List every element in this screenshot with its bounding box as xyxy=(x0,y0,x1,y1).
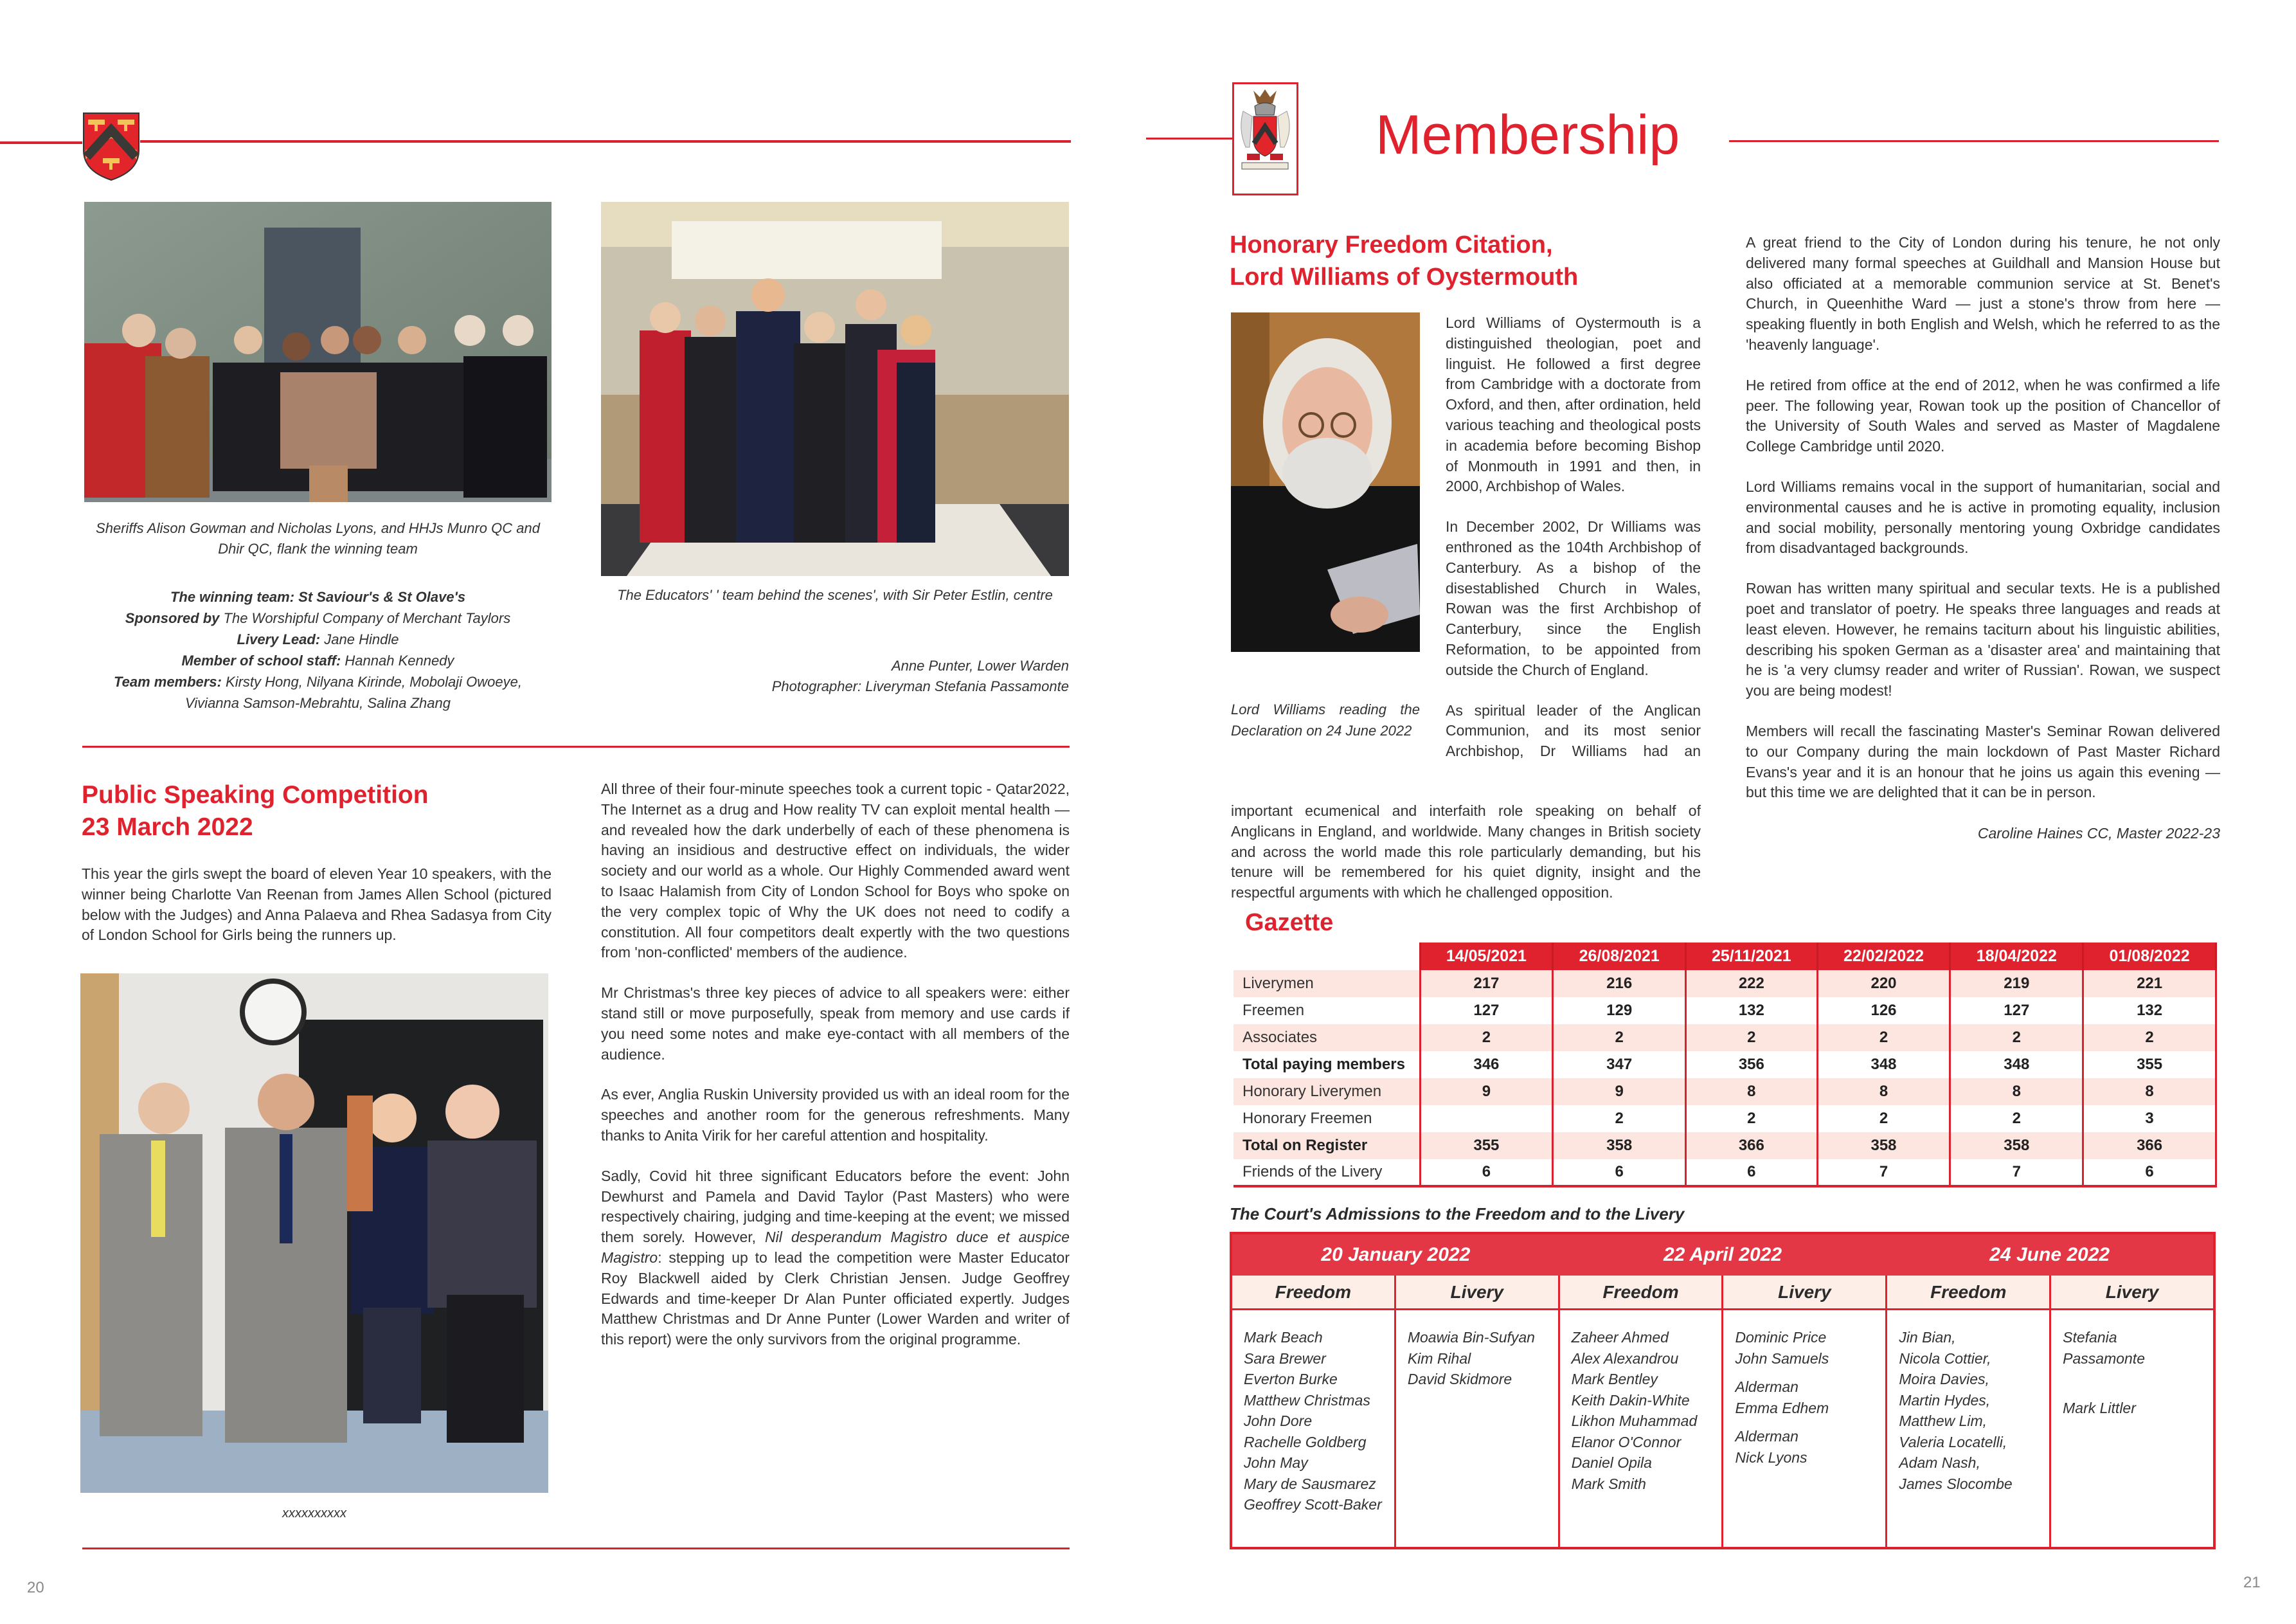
admission-name: Keith Dakin-White xyxy=(1571,1391,1690,1409)
gazette-row-label: Liverymen xyxy=(1233,970,1420,997)
header-rule-left-long xyxy=(140,140,1071,143)
gazette-cell: 358 xyxy=(1553,1132,1686,1159)
article-title-line1: Public Speaking Competition xyxy=(82,781,429,809)
gazette-column-header: 18/04/2022 xyxy=(1950,943,2083,970)
last-paragraph-part-a: Sadly, Covid hit three significant Educators before the event: John Dewhurst and Pamela and David Taylor (Past Masters) who were respectively chairing, judging and time-keeping at the event; we missed them sorely. However, xyxy=(601,1167,1070,1246)
gazette-row xyxy=(1233,997,2216,1024)
gazette-row xyxy=(1233,1132,2216,1159)
admissions-title: The Court's Admissions to the Freedom and to the Livery xyxy=(1230,1204,1685,1223)
gazette-row-label: Friends of the Livery xyxy=(1233,1159,1420,1186)
gazette-cell: 9 xyxy=(1420,1078,1553,1105)
article-paragraph: All three of their four-minute speeches took a current topic - Qatar2022, The Internet as a drug and How reality TV can exploit mental health — and revealed how the dark underbelly of each of these phenomena is having an insidious and destructive effect on individuals, the wider society and our world as a whole. Our Highly Commended award went to Isaac Halamish from City of London School for Boys who spoke on the very complex topic of Why the UK does not need to codify a constitution. All four competitors dealt expertly with the two questions from 'non-conflicted' members of the audience. xyxy=(601,780,1070,961)
header-rule-left xyxy=(0,141,82,144)
lord-williams-photo-image xyxy=(1231,312,1420,652)
winning-team-photo xyxy=(84,202,552,502)
admission-name: Jin Bian, xyxy=(1899,1329,1956,1346)
section-divider-left xyxy=(82,746,1070,748)
gazette-cell: 127 xyxy=(1950,997,2083,1024)
gazette-cell: 358 xyxy=(1817,1132,1950,1159)
educators-photo-image xyxy=(601,202,1069,576)
admission-column xyxy=(1560,1310,1724,1547)
article-paragraph-last xyxy=(601,1166,1070,1350)
admission-name: Adam Nash, xyxy=(1899,1454,1980,1471)
photographer-credit: Photographer: Liveryman Stefania Passamonte xyxy=(771,678,1069,694)
gazette-cell: 6 xyxy=(1686,1159,1818,1186)
article-paragraph: Mr Christmas's three key pieces of advice to all speakers were: either stand still or move purposefully, speak from memory and use cards if you need some notes and make eye-contact with all members of the audience. xyxy=(601,984,1070,1063)
gazette-column-header: 01/08/2022 xyxy=(2083,943,2216,970)
citation-paragraph-3-head: As spiritual leader of the Anglican Communion, and its most senior Archbishop, Dr Williams had an xyxy=(1446,701,1701,760)
admission-column xyxy=(1396,1310,1560,1547)
admission-name: Mary de Sausmarez xyxy=(1244,1475,1376,1492)
gazette-cell: 129 xyxy=(1553,997,1686,1024)
sponsored-value: The Worshipful Company of Merchant Taylors xyxy=(219,610,511,626)
admission-name: Elanor O'Connor xyxy=(1571,1433,1682,1450)
winner-with-judges-photo xyxy=(80,973,548,1493)
admission-name: Zaheer Ahmed xyxy=(1571,1329,1669,1346)
admission-name: Daniel Opila xyxy=(1571,1454,1652,1471)
admission-subheader: Freedom xyxy=(1232,1276,1396,1308)
winning-team-photo-image xyxy=(84,202,552,502)
livery-lead-line xyxy=(84,629,552,650)
admission-name: Martin Hydes, xyxy=(1899,1391,1991,1409)
company-crest xyxy=(1232,82,1298,195)
admission-group-gap xyxy=(2063,1369,2203,1376)
gazette-cell: 132 xyxy=(2083,997,2216,1024)
winning-team-caption: Sheriffs Alison Gowman and Nicholas Lyons, and HHJs Munro QC and Dhir QC, flank the winning team xyxy=(96,520,540,557)
admission-name: Alderman xyxy=(1735,1428,1798,1445)
admission-name: Matthew Lim, xyxy=(1899,1412,1987,1429)
gazette-cell: 6 xyxy=(1420,1159,1553,1186)
admission-name: Stefania xyxy=(2063,1329,2117,1346)
gazette-row-label: Honorary Liverymen xyxy=(1233,1078,1420,1105)
admission-name: Nicola Cottier, xyxy=(1899,1349,1991,1367)
admission-date: 24 June 2022 xyxy=(1989,1244,2110,1265)
gazette-row-label: Associates xyxy=(1233,1024,1420,1051)
gazette-title: Gazette xyxy=(1245,909,1334,936)
admissions-body xyxy=(1232,1310,2213,1547)
staff-label: Member of school staff: xyxy=(181,653,341,669)
gazette-header-blank xyxy=(1233,943,1420,970)
admission-column xyxy=(2051,1310,2213,1547)
gazette-column-header: 26/08/2021 xyxy=(1553,943,1686,970)
admission-name xyxy=(2063,1376,2203,1398)
gazette-cell: 6 xyxy=(1553,1159,1686,1186)
admission-name: Moira Davies, xyxy=(1899,1371,1989,1387)
page-number-right: 21 xyxy=(2243,1574,2261,1591)
last-paragraph-part-b: : stepping up to lead the competition were Master Educator Roy Blackwell aided by Clerk Christian Jensen. Judge Geoffrey Edwards and time-keeper Dr Alan Punter officiated expertly. Judges Matthew Christmas and Dr Anne Punter (Lower Warden and writer of this report) were the only survivors from the original programme. xyxy=(601,1249,1070,1348)
citation-title-line2: Lord Williams of Oystermouth xyxy=(1230,264,1579,291)
gazette-cell: 2 xyxy=(1553,1105,1686,1132)
gazette-cell: 8 xyxy=(1686,1078,1818,1105)
admission-name: Emma Edhem xyxy=(1735,1399,1829,1416)
staff-line xyxy=(84,650,552,671)
gazette-row xyxy=(1233,1078,2216,1105)
livery-lead-value: Jane Hindle xyxy=(320,631,399,647)
admission-subheader: Livery xyxy=(1396,1276,1560,1308)
admission-name: Kim Rihal xyxy=(1407,1349,1471,1367)
gazette-cell: 222 xyxy=(1686,970,1818,997)
admission-name: Matthew Christmas xyxy=(1244,1391,1370,1409)
gazette-cell: 220 xyxy=(1817,970,1950,997)
gazette-cell: 358 xyxy=(1950,1132,2083,1159)
gazette-body xyxy=(1233,970,2216,1186)
admission-name: James Slocombe xyxy=(1899,1475,2013,1492)
gazette-cell: 9 xyxy=(1553,1078,1686,1105)
admission-name: Geoffrey Scott-Baker xyxy=(1244,1496,1382,1513)
citation-paragraph: Members will recall the fascinating Master's Seminar Rowan delivered to our Company during the main lockdown of Past Master Richard Evans's year and it is an honour that he joins us again this evening — but this time we are delighted that it can be in person. xyxy=(1746,722,2220,801)
winner-photo-caption: xxxxxxxxxx xyxy=(282,1506,346,1520)
author-credit: Anne Punter, Lower Warden xyxy=(892,658,1069,674)
educators-caption: The Educators' ' team behind the scenes', with Sir Peter Estlin, centre xyxy=(617,587,1053,603)
admission-name: Dominic Price xyxy=(1735,1329,1827,1346)
article-intro: This year the girls swept the board of eleven Year 10 speakers, with the winner being Charlotte Van Reenan from James Allen School (pictured below with the Judges) and Anna Palaeva and Rhea Sadasya from City of London School for Girls being the runners up. xyxy=(82,865,552,944)
gazette-cell: 355 xyxy=(1420,1132,1553,1159)
team-members-line xyxy=(84,671,552,714)
gazette-row-label: Honorary Freemen xyxy=(1233,1105,1420,1132)
gazette-cell: 3 xyxy=(2083,1105,2216,1132)
sponsored-label: Sponsored by xyxy=(125,610,220,626)
coat-of-arms-icon xyxy=(1234,84,1296,194)
team-members-value: Kirsty Hong, Nilyana Kirinde, Mobolaji Owoeye, Vivianna Samson-Mebrahtu, Salina Zhang xyxy=(185,674,522,711)
citation-paragraph: Lord Williams of Oystermouth is a distinguished theologian, poet and linguist. He followed a first degree from Cambridge with a doctorate from Oxford, and then, after ordination, held various teaching and theological posts in academia before becoming Bishop of Monmouth in 1991 and then, in 2000, Archbishop of Wales. xyxy=(1446,314,1701,495)
latin-phrase: Nil desperandum Magistro duce et auspice Magistro xyxy=(601,1229,1070,1266)
citation-paragraph: In December 2002, Dr Williams was enthroned as the 104th Archbishop of Canterbury. As a bishop of the disestablished Church in Wales, Rowan was the first Archbishop of Canterbury, since the English Reformation, to be appointed from outside the Church of England. xyxy=(1446,518,1701,678)
gazette-cell: 8 xyxy=(1950,1078,2083,1105)
gazette-cell: 2 xyxy=(1420,1024,1553,1051)
lord-williams-photo xyxy=(1231,312,1420,652)
gazette-cell: 126 xyxy=(1817,997,1950,1024)
gazette-row-label: Total paying members xyxy=(1233,1051,1420,1078)
admission-date: 22 April 2022 xyxy=(1664,1244,1782,1265)
admission-name: Mark Beach xyxy=(1244,1329,1323,1346)
educators-photo xyxy=(601,202,1069,576)
admission-column xyxy=(1723,1310,1887,1547)
winning-team-title: The winning team: St Saviour's & St Olave's xyxy=(170,589,466,605)
gazette-row-label: Freemen xyxy=(1233,997,1420,1024)
lord-williams-caption: Lord Williams reading the Declaration on 24 June 2022 xyxy=(1231,701,1420,739)
gazette-header-row xyxy=(1233,943,2216,970)
citation-paragraph: Lord Williams remains vocal in the support of humanitarian, social and environmental causes and he is active in promoting equality, inclusion and social mobility, personally mentoring young Oxbridge candidates from disadvantaged backgrounds. xyxy=(1746,478,2220,557)
gazette-row-label: Total on Register xyxy=(1233,1132,1420,1159)
gazette-cell: 8 xyxy=(1817,1078,1950,1105)
admission-name: Passamonte xyxy=(2063,1349,2145,1367)
gazette-cell: 2 xyxy=(1950,1105,2083,1132)
gazette-cell: 6 xyxy=(2083,1159,2216,1186)
gazette-cell: 127 xyxy=(1420,997,1553,1024)
company-shield-icon xyxy=(82,112,140,181)
admission-subheader: Freedom xyxy=(1887,1276,2051,1308)
admissions-date-row xyxy=(1232,1234,2213,1276)
gazette-cell: 2 xyxy=(2083,1024,2216,1051)
admission-name: Alex Alexandrou xyxy=(1571,1349,1679,1367)
admission-subheader: Livery xyxy=(1723,1276,1887,1308)
gazette-cell: 346 xyxy=(1420,1051,1553,1078)
gazette-cell: 2 xyxy=(1950,1024,2083,1051)
admission-name: Likhon Muhammad xyxy=(1571,1412,1698,1429)
admission-name: Moawia Bin-Sufyan xyxy=(1407,1329,1535,1346)
citation-paragraph: He retired from office at the end of 2012, when he was confirmed a life peer. The following year, Rowan took up the position of Chancellor of the University of South Wales and served as Master of Magdalene College Cambridge until 2020. xyxy=(1746,376,2220,455)
gazette-column-header: 14/05/2021 xyxy=(1420,943,1553,970)
admission-subheader: Freedom xyxy=(1560,1276,1724,1308)
gazette-cell: 221 xyxy=(2083,970,2216,997)
admissions-table xyxy=(1230,1232,2216,1549)
winner-with-judges-photo-image xyxy=(80,973,548,1493)
livery-lead-label: Livery Lead: xyxy=(237,631,321,647)
admission-name: Rachelle Goldberg xyxy=(1244,1433,1367,1450)
citation-wrap-column xyxy=(1446,313,1701,762)
article-credits xyxy=(601,656,1069,697)
page-number-left: 20 xyxy=(27,1579,44,1596)
admission-column xyxy=(1232,1310,1396,1547)
admission-name: Everton Burke xyxy=(1244,1371,1338,1387)
gazette-cell: 7 xyxy=(1817,1159,1950,1186)
footer-rule-left xyxy=(82,1547,1070,1549)
gazette-row xyxy=(1233,1024,2216,1051)
gazette-cell: 348 xyxy=(1950,1051,2083,1078)
footer-rule-right xyxy=(1234,1547,2216,1549)
gazette-table xyxy=(1233,943,2217,1187)
gazette-cell: 132 xyxy=(1686,997,1818,1024)
gazette-cell: 348 xyxy=(1817,1051,1950,1078)
gazette-cell: 366 xyxy=(2083,1132,2216,1159)
gazette-cell: 355 xyxy=(2083,1051,2216,1078)
gazette-row xyxy=(1233,1159,2216,1186)
admission-date: 20 January 2022 xyxy=(1321,1244,1471,1265)
article-title xyxy=(82,779,429,844)
admission-name: Mark Smith xyxy=(1571,1475,1646,1492)
gazette-column-header: 22/02/2022 xyxy=(1817,943,1950,970)
admission-name: Alderman xyxy=(1735,1378,1798,1395)
gazette-cell: 217 xyxy=(1420,970,1553,997)
gazette-cell: 216 xyxy=(1553,970,1686,997)
citation-title xyxy=(1230,229,1578,293)
admission-group-gap xyxy=(1735,1418,1875,1426)
article-title-line2: 23 March 2022 xyxy=(82,813,253,841)
citation-right-column xyxy=(1746,233,2220,844)
gazette-cell: 356 xyxy=(1686,1051,1818,1078)
article-paragraph: As ever, Anglia Ruskin University provided us with an ideal room for the speeches and another room for the generous refreshments. Many thanks to Anita Virik for her careful attention and hospitality. xyxy=(601,1086,1070,1144)
admissions-subheader-row xyxy=(1232,1276,2213,1310)
admission-name: Nick Lyons xyxy=(1735,1448,1807,1466)
team-members-label: Team members: xyxy=(113,674,222,690)
winning-team-details xyxy=(84,586,552,714)
citation-paragraph: A great friend to the City of London during his tenure, he not only delivered many formal speeches at Guildhall and Mansion House but also officiated at a memorable communion service at St. Benet's Church, in Queenhithe Ward — just a stone's throw from here — speaking fluently in both English and Welsh, which he referred to as the 'heavenly language'. xyxy=(1746,234,2220,353)
section-title: Membership xyxy=(1376,104,1680,166)
admission-name: John Samuels xyxy=(1735,1349,1829,1367)
gazette-cell: 7 xyxy=(1950,1159,2083,1186)
gazette-row xyxy=(1233,970,2216,997)
gazette-cell: 2 xyxy=(1553,1024,1686,1051)
admission-name: John Dore xyxy=(1244,1412,1313,1429)
gazette-cell: 219 xyxy=(1950,970,2083,997)
staff-value: Hannah Kennedy xyxy=(341,653,454,669)
citation-paragraph-3-tail: important ecumenical and interfaith role speaking on behalf of Anglicans in England, and worldwide. Many changes in British society and across the world made this role particularly demanding, but his tenure will be remembered for his quiet dignity, insight and the respectful arguments with which he challenged opposition. xyxy=(1231,802,1701,901)
gazette-row xyxy=(1233,1105,2216,1132)
admission-name: John May xyxy=(1244,1454,1308,1471)
gazette-cell xyxy=(1420,1105,1553,1132)
gazette-cell: 2 xyxy=(1686,1024,1818,1051)
gazette-cell: 2 xyxy=(1817,1024,1950,1051)
admission-subheader: Livery xyxy=(2105,1281,2159,1302)
header-rule-right-long xyxy=(1729,140,2219,142)
header-rule-right-short xyxy=(1146,138,1236,140)
gazette-cell: 347 xyxy=(1553,1051,1686,1078)
sponsored-line xyxy=(84,608,552,629)
citation-signature: Caroline Haines CC, Master 2022-23 xyxy=(1977,825,2220,842)
citation-title-line1: Honorary Freedom Citation, xyxy=(1230,231,1553,258)
gazette-cell: 8 xyxy=(2083,1078,2216,1105)
admission-name: David Skidmore xyxy=(1407,1371,1512,1387)
gazette-row xyxy=(1233,1051,2216,1078)
gazette-cell: 2 xyxy=(1686,1105,1818,1132)
admission-group-gap xyxy=(1735,1369,1875,1376)
article-body xyxy=(601,779,1070,1370)
admission-column xyxy=(1887,1310,2051,1547)
admission-name: Sara Brewer xyxy=(1244,1349,1326,1367)
gazette-cell: 366 xyxy=(1686,1132,1818,1159)
admission-name: Mark Bentley xyxy=(1571,1371,1658,1387)
gazette-cell: 2 xyxy=(1817,1105,1950,1132)
gazette-column-header: 25/11/2021 xyxy=(1686,943,1818,970)
admission-name: Mark Littler xyxy=(2063,1399,2136,1416)
admission-name: Valeria Locatelli, xyxy=(1899,1433,2007,1450)
citation-paragraph: Rowan has written many spiritual and secular texts. He is a published poet and translator of poetry. He speaks three languages and reads at least eleven. However, he remains taciturn about his linguistic abilities, describing his spoken German as a 'disaster area' and maintaining that he is 'a very clumsy reader and writer of Russian'. Rowan, we suspect you are being modest! xyxy=(1746,580,2220,699)
